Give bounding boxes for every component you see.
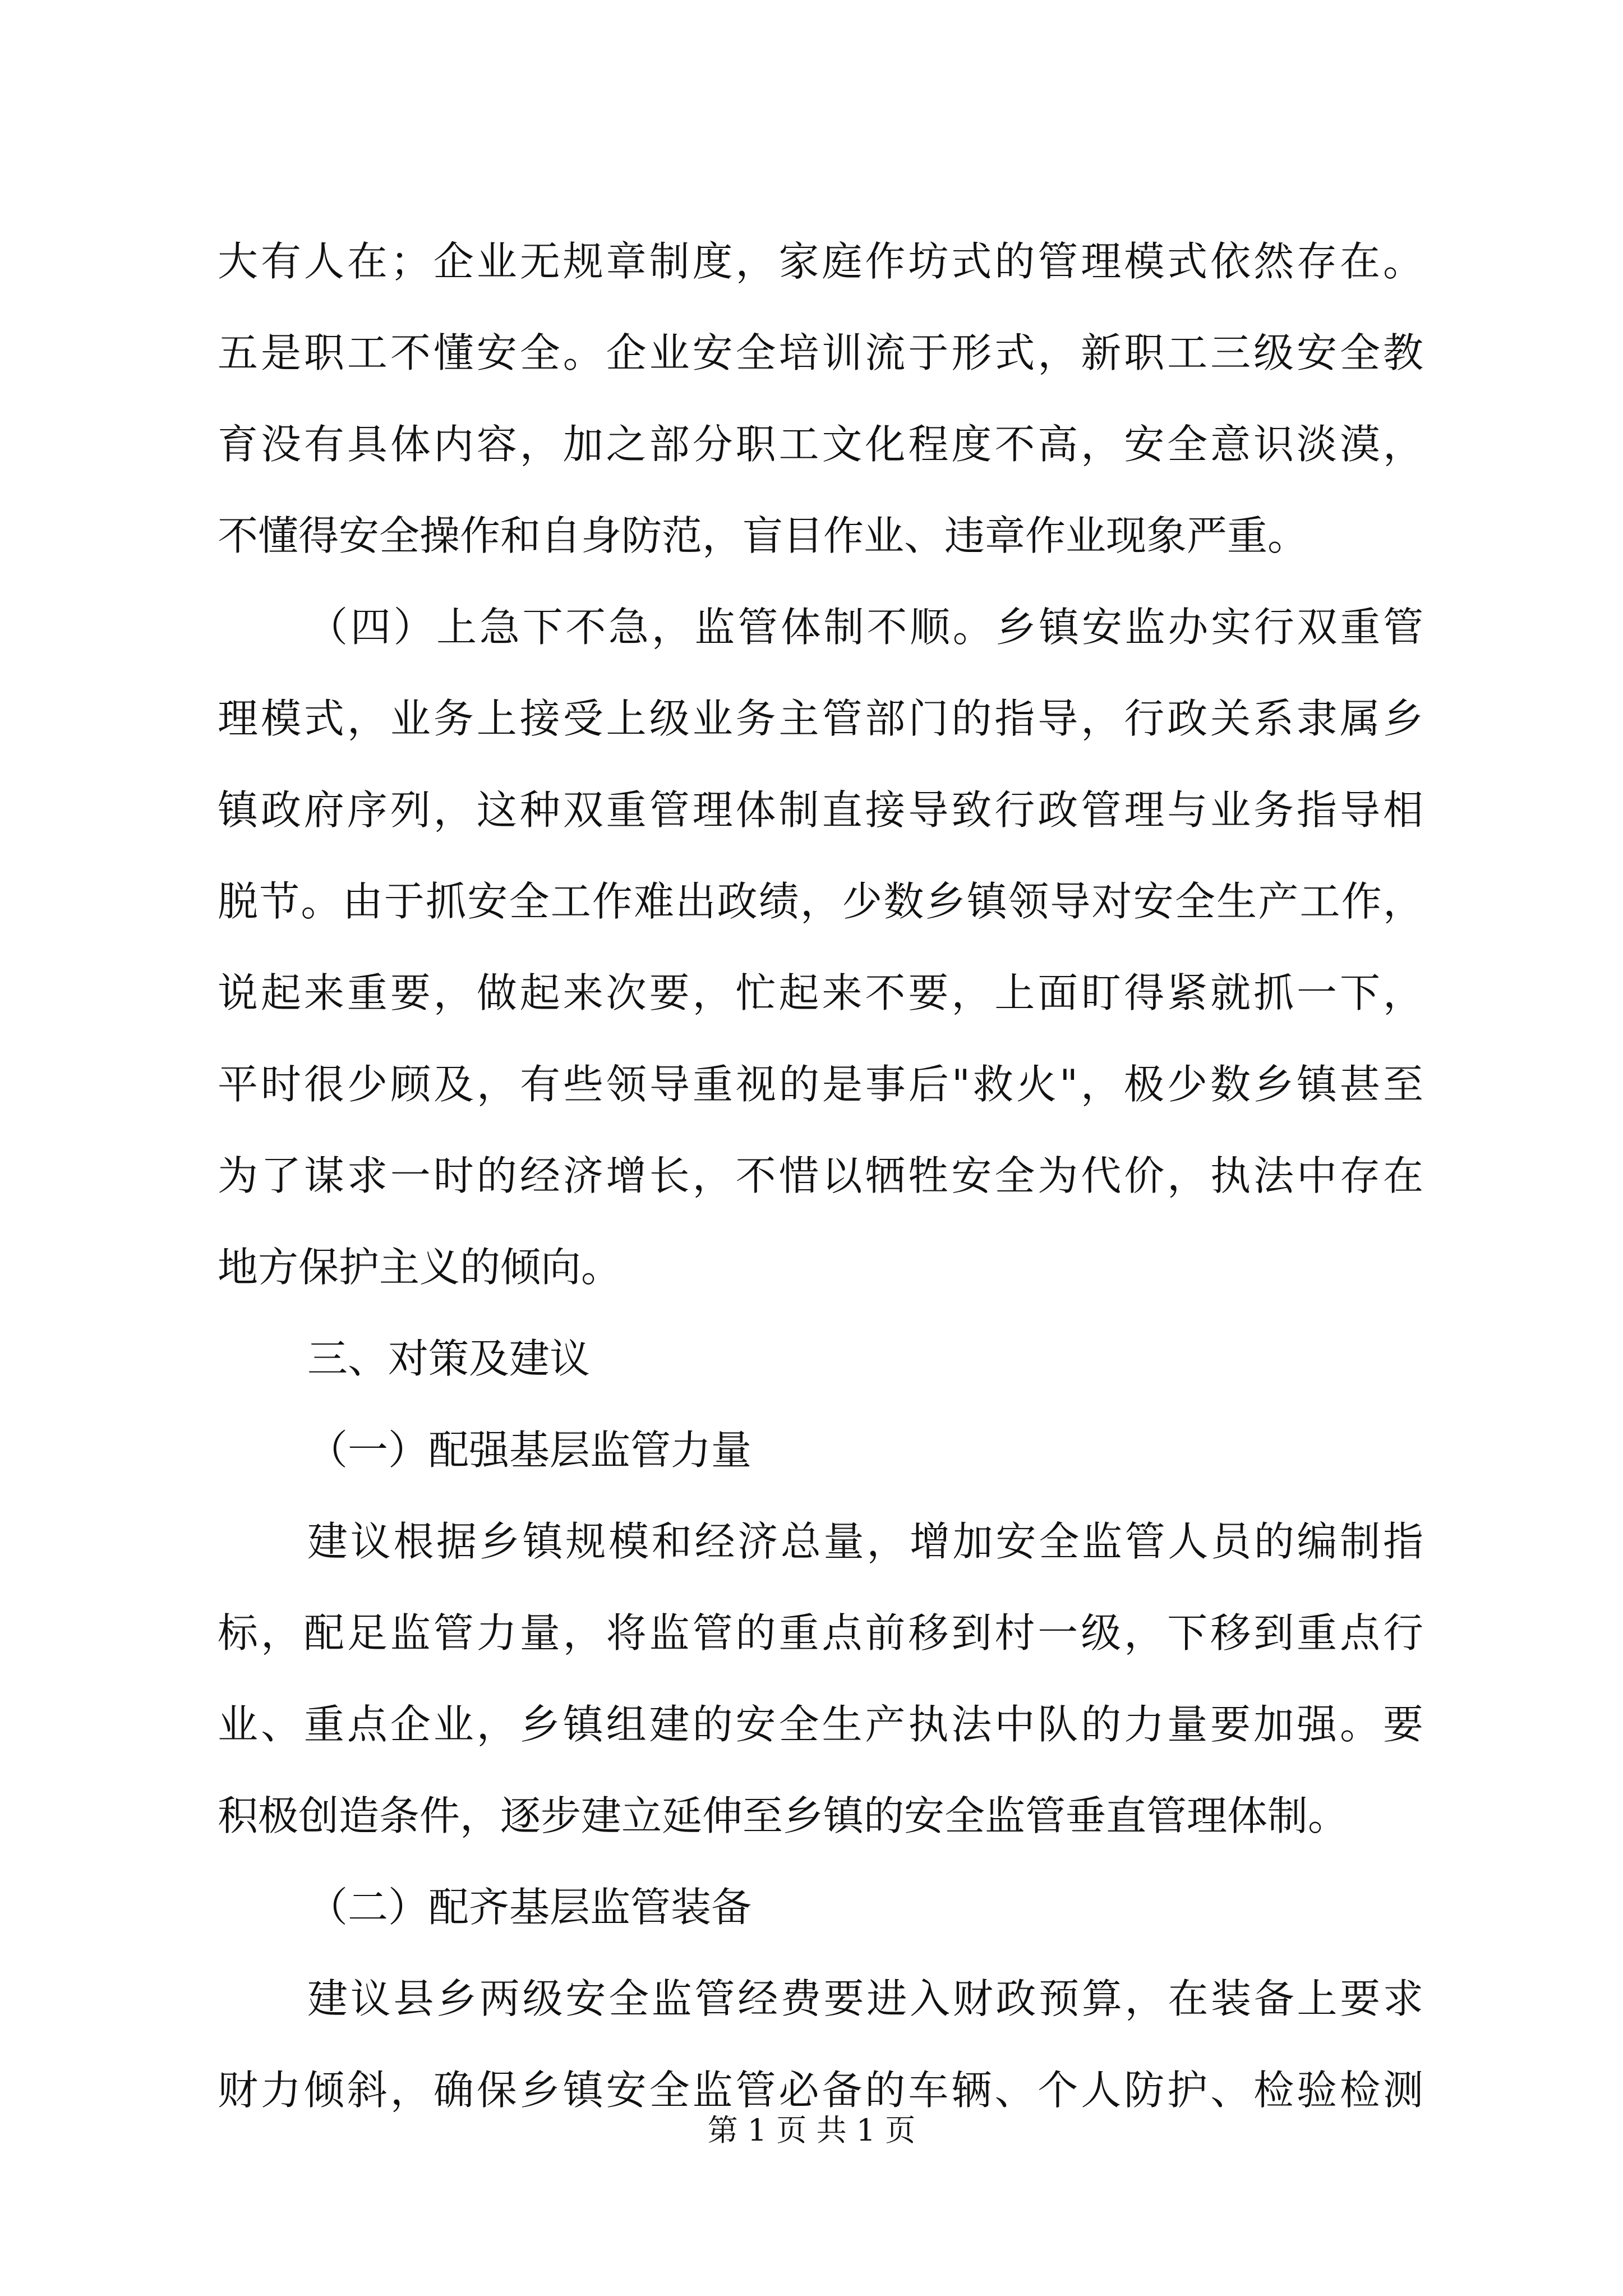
text-line: 建议根据乡镇规模和经济总量，增加安全监管人员的编制指 — [307, 1518, 1423, 1565]
text-line: 不懂得安全操作和自身防范，盲目作业、违章作业现象严重。 — [218, 512, 1308, 559]
subsection-heading-two: （二）配齐基层监管装备 — [307, 1884, 752, 1931]
text-line: 建议县乡两级安全监管经费要进入财政预算，在装备上要求 — [307, 1975, 1423, 2022]
text-line: 财力倾斜，确保乡镇安全监管必备的车辆、个人防护、检验检测 — [218, 2067, 1423, 2114]
document-body — [218, 216, 1423, 2136]
text-line: 理模式，业务上接受上级业务主管部门的指导，行政关系隶属乡 — [218, 695, 1423, 742]
text-line: 说起来重要，做起来次要，忙起来不要，上面盯得紧就抓一下， — [218, 969, 1423, 1016]
text-line: 育没有具体内容，加之部分职工文化程度不高，安全意识淡漠， — [218, 421, 1423, 468]
text-line: 大有人在；企业无规章制度，家庭作坊式的管理模式依然存在。 — [218, 238, 1423, 285]
text-line: 脱节。由于抓安全工作难出政绩，少数乡镇领导对安全生产工作， — [218, 878, 1423, 925]
text-line: 平时很少顾及，有些领导重视的是事后"救火"，极少数乡镇甚至 — [218, 1061, 1423, 1108]
section-heading-four: （四）上急下不急，监管体制不顺。乡镇安监办实行双重管 — [307, 604, 1423, 651]
subsection-heading-one: （一）配强基层监管力量 — [307, 1427, 752, 1474]
text-line: 五是职工不懂安全。企业安全培训流于形式，新职工三级安全教 — [218, 329, 1423, 376]
text-line: 镇政府序列，这种双重管理体制直接导致行政管理与业务指导相 — [218, 786, 1423, 834]
text-line: 标，配足监管力量，将监管的重点前移到村一级，下移到重点行 — [218, 1609, 1423, 1657]
text-line: 业、重点企业，乡镇组建的安全生产执法中队的力量要加强。要 — [218, 1701, 1423, 1748]
section-heading-three: 三、对策及建议 — [307, 1335, 591, 1382]
text-line: 地方保护主义的倾向。 — [218, 1244, 622, 1291]
text-line: 积极创造条件，逐步建立延伸至乡镇的安全监管垂直管理体制。 — [218, 1792, 1349, 1839]
text-line: 为了谋求一时的经济增长，不惜以牺牲安全为代价，执法中存在 — [218, 1152, 1423, 1199]
page-footer: 第 1 页 共 1 页 — [707, 2113, 916, 2148]
